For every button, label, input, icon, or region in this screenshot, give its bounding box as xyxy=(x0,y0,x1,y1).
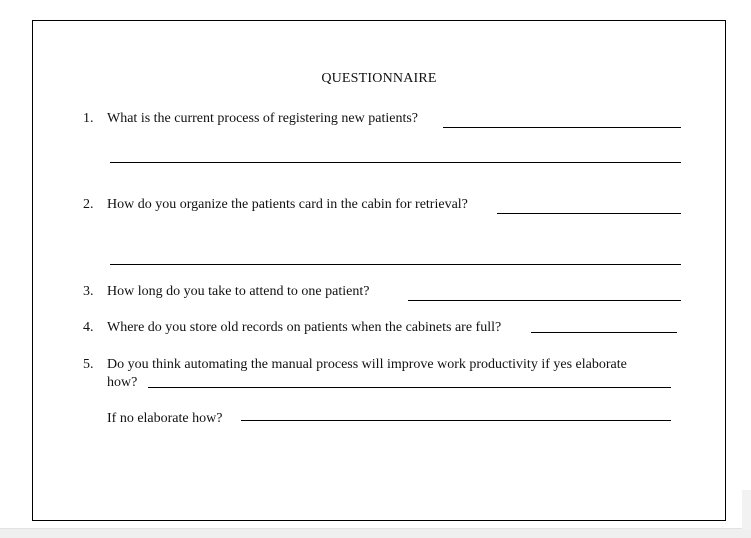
question-5-answer-line[interactable] xyxy=(148,387,671,388)
question-2-text: How do you organize the patients card in the cabin for retrieval? xyxy=(107,197,468,212)
question-1-answer-line[interactable] xyxy=(443,127,681,128)
question-5-text-continued: how? xyxy=(107,375,138,390)
question-1-answer-line-2[interactable] xyxy=(110,162,681,163)
question-5-followup-text: If no elaborate how? xyxy=(107,411,223,426)
question-3-text: How long do you take to attend to one patient? xyxy=(107,284,370,299)
question-1-number: 1. xyxy=(83,111,94,126)
question-4-answer-line[interactable] xyxy=(531,332,677,333)
question-5-text: Do you think automating the manual process will improve work productivity if yes elaborate xyxy=(107,357,627,372)
question-2-answer-line[interactable] xyxy=(497,213,681,214)
question-4-number: 4. xyxy=(83,320,94,335)
window-bottom-scrollbar-area xyxy=(0,528,751,538)
question-3-number: 3. xyxy=(83,284,94,299)
question-5-followup-answer-line[interactable] xyxy=(241,420,671,421)
question-1-text: What is the current process of registering new patients? xyxy=(107,111,419,126)
question-4-text: Where do you store old records on patients when the cabinets are full? xyxy=(107,320,502,335)
questionnaire-page xyxy=(32,20,726,521)
question-2-number: 2. xyxy=(83,197,94,212)
question-5-number: 5. xyxy=(83,357,94,372)
question-3-answer-line[interactable] xyxy=(408,300,681,301)
question-2-answer-line-2[interactable] xyxy=(110,264,681,265)
window-right-edge xyxy=(742,490,751,530)
page-title: QUESTIONNAIRE xyxy=(321,71,437,86)
